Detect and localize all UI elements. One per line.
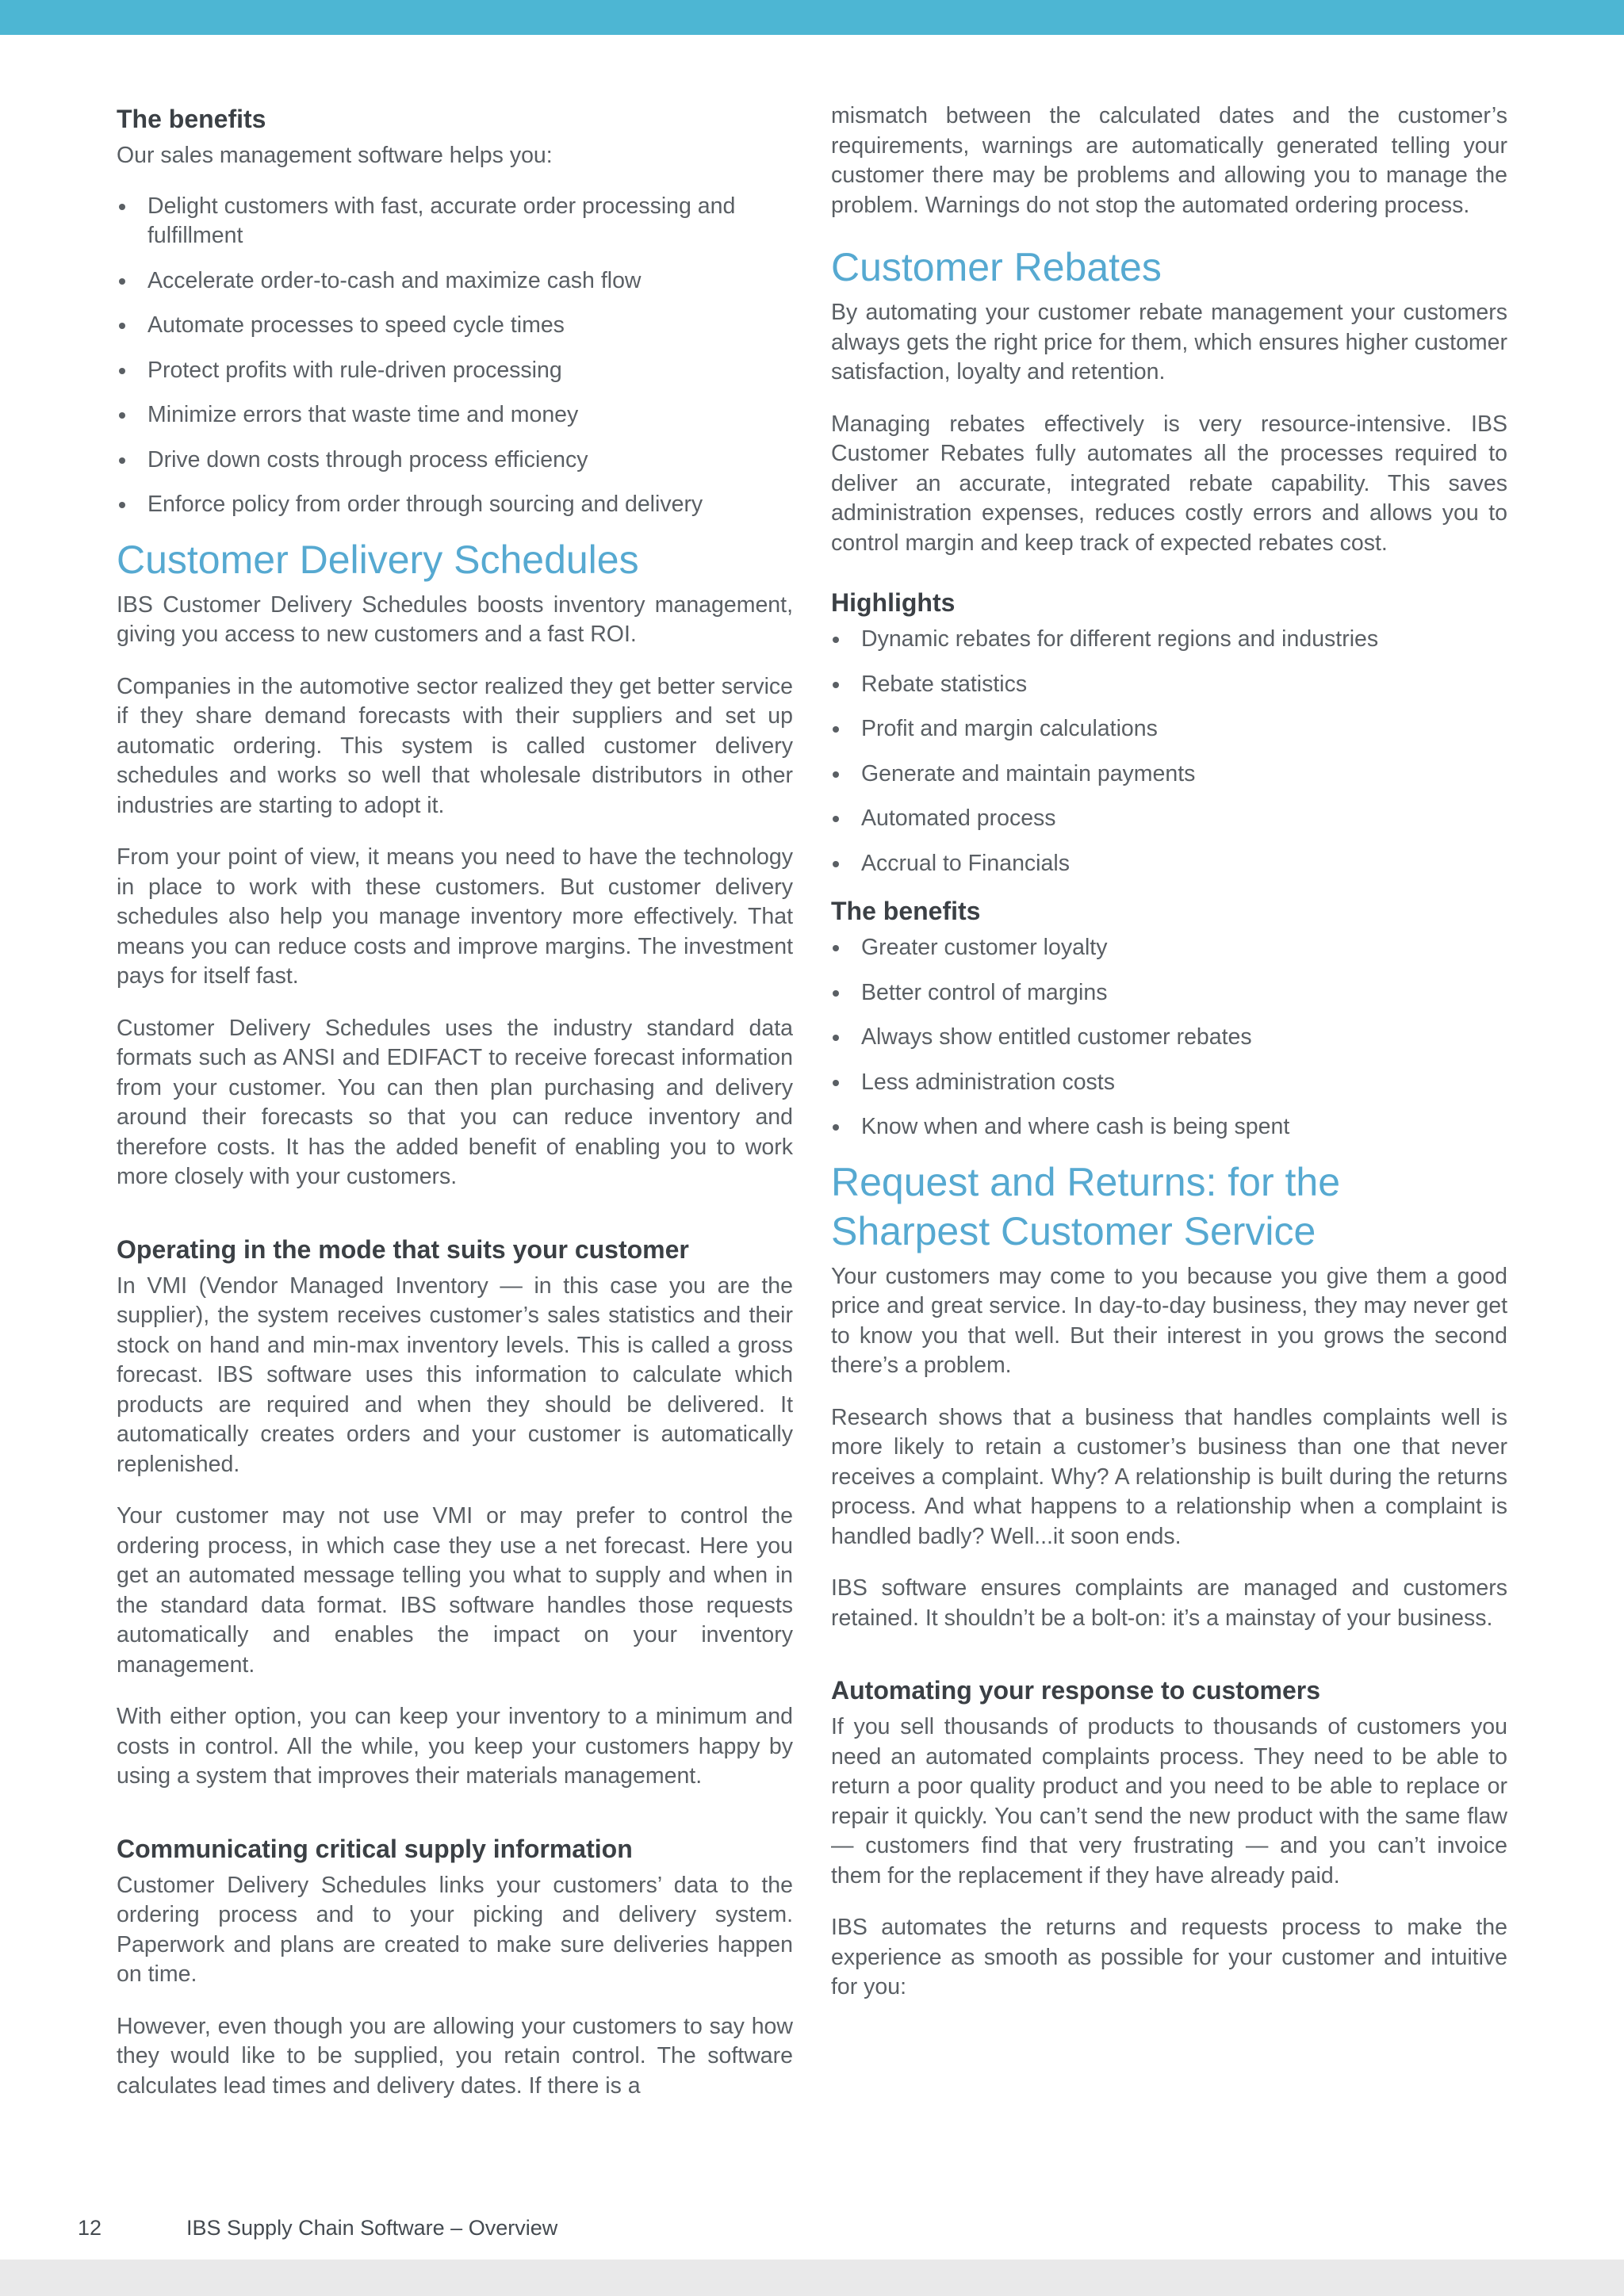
paragraph: Companies in the automotive sector realized they get better service if they share demand forecasts with their suppliers and set up automatic ordering. This system is called customer delivery schedules and works so well that wholesale distributors in other industries are starting to adopt it.	[117, 673, 793, 818]
paragraph: Research shows that a business that handles complaints well is more likely to retain a customer’s business than one that never receives a complaint. Why? A relationship is built during the returns process. And what happens to a relationship when a complaint is handled badly? Well...it soon ends.	[831, 1404, 1507, 1549]
paragraph: By automating your customer rebate management your customers always gets the right price for them, which ensures higher customer satisfaction, loyalty and retention.	[831, 300, 1507, 385]
section-heading-requests-returns: Request and Returns: for the Sharpest Customer Service	[831, 1159, 1341, 1253]
list-item: Automate processes to speed cycle times	[117, 311, 793, 341]
list-item: Delight customers with fast, accurate order processing and fulfillment	[117, 192, 793, 251]
benefits-list	[117, 192, 793, 520]
paragraph-continuation: mismatch between the calculated dates and the customer’s requirements, warnings are automatically generated telling your customer there may be problems and allowing you to manage the problem. Warnings do not stop the automated ordering process.	[831, 103, 1507, 218]
paragraph: In VMI (Vendor Managed Inventory — in this case you are the supplier), the system receives customer’s sales statistics and their stock on hand and min-max inventory levels. This is called a gross forecast. IBS software uses this information to calculate which products are required and when they should be delivered. It automatically creates orders and your customer is automatically replenished.	[117, 1272, 793, 1477]
supply-info-heading: Communicating critical supply information	[117, 1834, 633, 1863]
paragraph: IBS automates the returns and requests process to make the experience as smooth as possible for your customer and intuitive for you:	[831, 1915, 1507, 1999]
list-item: Accelerate order-to-cash and maximize cash flow	[117, 266, 793, 297]
automating-response-heading: Automating your response to customers	[831, 1676, 1320, 1705]
list-item: Know when and where cash is being spent	[831, 1112, 1507, 1142]
paragraph: From your point of view, it means you need to have the technology in place to work with these customers. But customer delivery schedules also help you manage inventory more effectively. That means you can reduce costs and improve margins. The investment pays for itself fast.	[117, 844, 793, 989]
paragraph: With either option, you can keep your inventory to a minimum and costs in control. All the while, you keep your customers happy by using a system that improves their materials management.	[117, 1704, 793, 1789]
list-item: Automated process	[831, 804, 1507, 834]
list-item: Enforce policy from order through sourcing and delivery	[117, 490, 793, 520]
bottom-band	[0, 2260, 1624, 2296]
list-item: Greater customer loyalty	[831, 933, 1507, 963]
rebate-benefits-heading: The benefits	[831, 897, 981, 925]
operating-mode-heading: Operating in the mode that suits your customer	[117, 1234, 689, 1264]
benefits-intro: Our sales management software helps you:	[117, 143, 553, 168]
top-accent-band	[0, 0, 1624, 35]
right-column	[831, 101, 1507, 2025]
paragraph: Managing rebates effectively is very resource-intensive. IBS Customer Rebates fully automates all the processes required to deliver an accurate, integrated rebate capability. This saves administration expenses, reduces costly errors and allows you to control margin and keep track of expected rebates cost.	[831, 411, 1507, 556]
paragraph: However, even though you are allowing your customers to say how they would like to be supplied, you retain control. The software calculates lead times and delivery dates. If there is a	[117, 2013, 793, 2099]
benefits-heading: The benefits	[117, 105, 266, 133]
page-number: 12	[78, 2216, 102, 2240]
paragraph: IBS Customer Delivery Schedules boosts inventory management, giving you access to new customers and a fast ROI.	[117, 591, 793, 647]
list-item: Always show entitled customer rebates	[831, 1023, 1507, 1053]
list-item: Generate and maintain payments	[831, 760, 1507, 790]
highlights-list	[831, 625, 1507, 878]
paragraph: Your customer may not use VMI or may prefer to control the ordering process, in which case they use a net forecast. Here you get an automated message telling you what to supply and when in the standard data format. IBS software handles those requests automatically and enables the impact on your inventory management.	[117, 1503, 793, 1678]
section-heading-customer-rebates: Customer Rebates	[831, 245, 1162, 289]
document-title: IBS Supply Chain Software – Overview	[186, 2216, 558, 2240]
list-item: Protect profits with rule-driven processing	[117, 356, 793, 386]
list-item: Rebate statistics	[831, 670, 1507, 700]
list-item: Less administration costs	[831, 1068, 1507, 1098]
paragraph: Customer Delivery Schedules links your customers’ data to the ordering process and to your picking and delivery system. Paperwork and plans are created to make sure deliveries happen on time.	[117, 1872, 793, 1987]
list-item: Drive down costs through process efficiency	[117, 446, 793, 476]
section-heading-delivery-schedules: Customer Delivery Schedules	[117, 537, 639, 582]
list-item: Profit and margin calculations	[831, 714, 1507, 744]
rebate-benefits-list	[831, 933, 1507, 1142]
paragraph: If you sell thousands of products to thousands of customers you need an automated complaints process. They need to be able to return a poor quality product and you need to be able to replace or repair it quickly. You can’t send the new product with the same flaw — customers find that very frustrating — and you can’t invoice them for the replacement if they have already paid.	[831, 1714, 1507, 1888]
highlights-heading: Highlights	[831, 588, 956, 617]
paragraph: IBS software ensures complaints are managed and customers retained. It shouldn’t be a bolt-on: it’s a mainstay of your business.	[831, 1575, 1507, 1631]
paragraph: Customer Delivery Schedules uses the industry standard data formats such as ANSI and EDIFACT to receive forecast information from your customer. You can then plan purchasing and delivery around their forecasts so that you can reduce inventory and therefore costs. It has the added benefit of enabling you to work more closely with your customers.	[117, 1015, 793, 1189]
list-item: Accrual to Financials	[831, 849, 1507, 879]
list-item: Dynamic rebates for different regions and industries	[831, 625, 1507, 655]
left-column	[117, 101, 793, 2123]
list-item: Minimize errors that waste time and money	[117, 400, 793, 430]
list-item: Better control of margins	[831, 978, 1507, 1008]
paragraph: Your customers may come to you because you give them a good price and great service. In day-to-day business, they may never get to know you that well. But their interest in you grows the second there’s a problem.	[831, 1263, 1507, 1378]
